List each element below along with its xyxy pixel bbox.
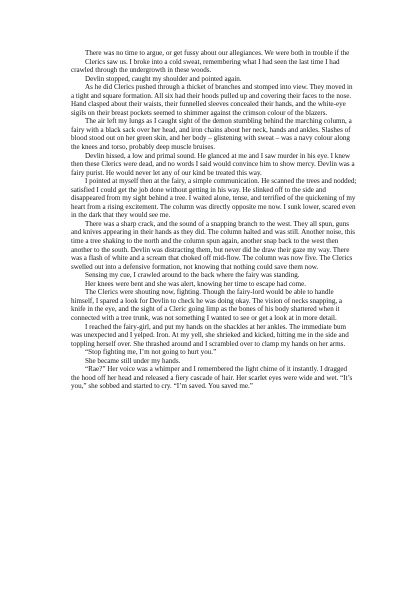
paragraph-1: There was no time to argue, or get fussy about our allegiances. We were both in trouble if the	[85, 49, 350, 57]
paragraph-6: Devlin hissed, a low and primal sound. He glanced at me and I saw murder in his eye. I knew then these Clerics were dead, and no words I said would convince him to show mercy. Devlin was a fairy purist. He would never let any of our kind be treated this way.	[71, 151, 355, 177]
document-page	[71, 49, 357, 391]
paragraph-3: Devlin stopped, caught my shoulder and pointed again.	[85, 74, 242, 83]
paragraph-15: “Rae?” Her voice was a whimper and I remembered the light chime of it instantly. I dragged the hood off her head and released a fiery cascade of hair. Her scarlet eyes were wide and wet. “It’s you,” she sobbed and started to cry. “I’m saved. You saved me.”	[71, 365, 353, 391]
paragraph-10: Her knees were bent and she was alert, knowing her time to escape had come.	[85, 279, 307, 288]
paragraph-11: The Clerics were shouting now, fighting. Though the fairy-lord would be able to handle himself, I spared a look for Devlin to check he was doing okay. The vision of necks snapping, a knife in the eye, and the sight of a Cleric going limp as the bones of his body shattered when it connected with a tree trunk, was not something I wanted to see or get a look at in more detail.	[71, 288, 343, 322]
paragraph-2: Clerics saw us. I broke into a cold sweat, remembering what I had seen the last time I had crawled through the undergrowth in these woods.	[71, 57, 340, 75]
paragraph-13: “Stop fighting me, I’m not going to hurt you.”	[85, 348, 217, 357]
paragraph-14: She became still under my hands.	[85, 356, 181, 365]
paragraph-7: I pointed at myself then at the fairy, a simple communication. He scanned the trees and nodded; satisfied I could get the job done without getting in his way. He slinked off to the side and disappeared from my sight behind a tree. I waited alone, tense, and terrified of the quickening of my heart from a rising excitement. The column was directly opposite me now. I sunk lower, scared even in the dark that they would see me.	[71, 177, 357, 220]
paragraph-8: There was a sharp crack, and the sound of a snapping branch to the west. They all spun, guns and knives appearing in their hands as they did. The column halted and was still. Another noise, this time a tree shaking to the north and the column spun again, another snap back to the west then another to the south. Devlin was distracting them, but never did he draw their gaze my way. There was a flash of white and a scream that choked off mid-flow. The column was now five. The Clerics swelled out into a defensive formation, not knowing that nothing could save them now.	[71, 219, 355, 271]
paragraph-5: The air left my lungs as I caught sight of the demon stumbling behind the marching column, a fairy with a black sack over her head, and iron chains about her neck, hands and ankles. Slashes of blood stood out on her green skin, and her body – glistening with sweat – was a navy colour along the knees and torso, probably deep muscle bruises.	[71, 117, 352, 152]
paragraph-12: I reached the fairy-girl, and put my hands on the shackles at her ankles. The immediate bum was unexpected and I yelped. Iron. At my yell, she shrieked and kicked, hitting me in the side and toppling herself over. She thrashed around and I scrambled over to clamp my hands on her arms.	[71, 322, 349, 348]
paragraph-9: Sensing my cue, I crawled around to the back where the fairy was standing.	[85, 271, 300, 280]
paragraph-4: As he did Clerics pushed through a thicket of branches and stomped into view. They moved in a tight and square formation. All six had their hoods pulled up and covering their faces to the nose. Hand clasped about their waists, their funnelled sleeves concealed their hands, and the white-eye sigils on their breast pockets seemed to shimmer against the crimson colour of the blazers.	[71, 83, 353, 117]
